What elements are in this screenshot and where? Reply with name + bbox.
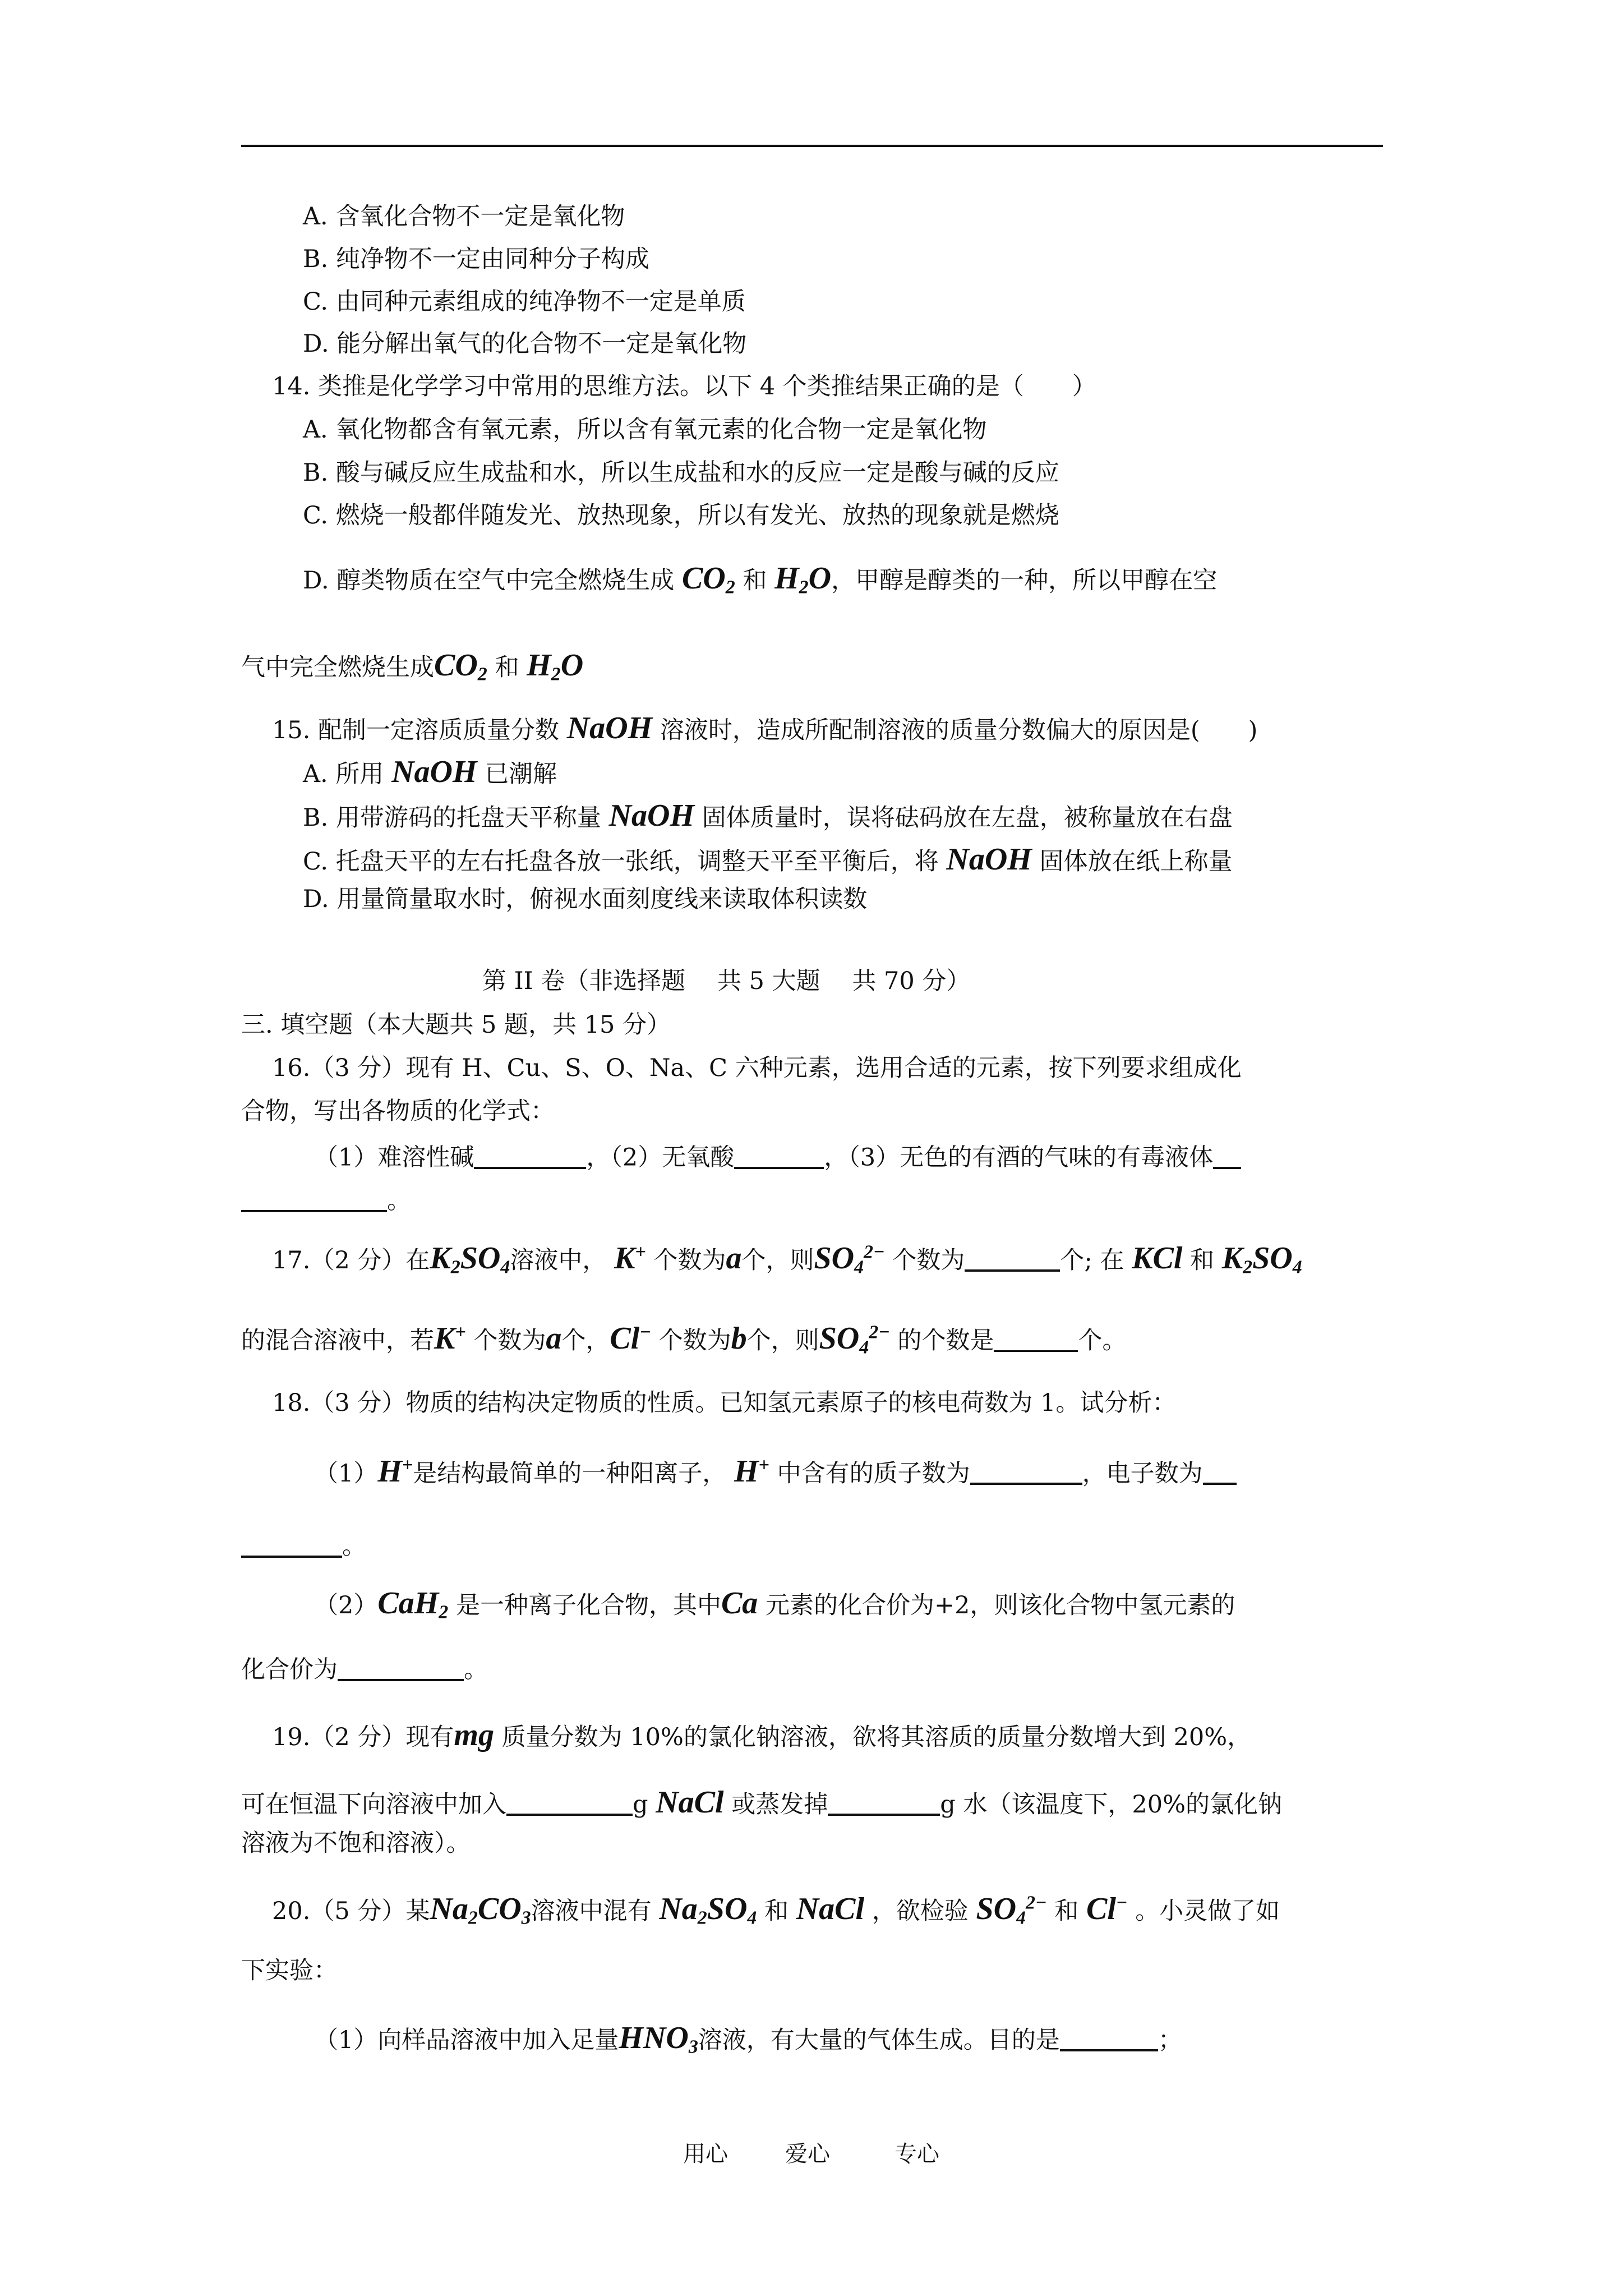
answer-blank[interactable] xyxy=(1213,1143,1241,1169)
formula-sulfate-ion: $SO_4^{2-}$ xyxy=(814,1241,885,1278)
q20-line1: 20.（5 分）某$Na_2CO_3$溶液中混有 $Na_2SO_4$ 和 NaCl ，欲检验 $SO_4^{2-}$ 和 Cl− 。小灵做了如 xyxy=(272,1892,1280,1929)
part-three-heading: 三. 填空题（本大题共 5 题，共 15 分） xyxy=(241,1011,671,1039)
q15-option-d: D. 用量筒量取水时，俯视水面刻度线来读取体积读数 xyxy=(303,885,868,913)
footer-word-1: 用心 xyxy=(683,2141,728,2167)
formula-h-ion: H+ xyxy=(734,1454,769,1489)
variable-a: a xyxy=(546,1321,562,1356)
formula-chloride-ion: Cl− xyxy=(610,1321,651,1356)
q14-option-d: D. 醇类物质在空气中完全燃烧生成 $CO_2$ 和 $H_2O$，甲醇是醇类的一种，所以甲醇在空 xyxy=(303,561,1218,598)
formula-naoh: NaOH xyxy=(391,754,477,789)
variable-b: b xyxy=(731,1321,747,1356)
q19-line2: 可在恒温下向溶液中加入 g NaCl 或蒸发掉 g 水（该温度下，20%的氯化钠 xyxy=(241,1785,1283,1820)
formula-k2so4: $K_2SO_4$ xyxy=(1221,1241,1302,1278)
q13-option-d: D. 能分解出氧气的化合物不一定是氧化物 xyxy=(303,330,747,358)
variable-a: a xyxy=(726,1241,742,1276)
q13-option-a: A. 含氧化合物不一定是氧化物 xyxy=(303,203,625,231)
answer-blank[interactable] xyxy=(734,1143,824,1169)
footer-word-2: 爱心 xyxy=(785,2141,830,2167)
q18-part2-end: 化合价为 。 xyxy=(241,1655,488,1684)
q15-option-c: C. 托盘天平的左右托盘各放一张纸，调整天平至平衡后，将 NaOH 固体放在纸上称量 xyxy=(303,842,1233,877)
formula-naoh: NaOH xyxy=(946,842,1032,877)
q16-line2: 合物，写出各物质的化学式： xyxy=(241,1097,555,1125)
answer-blank[interactable] xyxy=(965,1245,1060,1272)
answer-blank[interactable] xyxy=(1060,2025,1158,2051)
answer-blank[interactable] xyxy=(970,1458,1082,1485)
formula-h-ion: H+ xyxy=(377,1454,413,1489)
footer-word-3: 专心 xyxy=(895,2141,939,2167)
section-title: 第 II 卷（非选择题 共 5 大题 共 70 分） xyxy=(482,967,971,995)
q16-line1: 16.（3 分）现有 H、Cu、S、O、Na、C 六种元素，选用合适的元素，按下列要求组成化 xyxy=(272,1054,1242,1082)
formula-na2so4: $Na_2SO_4$ xyxy=(659,1892,757,1929)
q16-parts: （1）难溶性碱 ，（2）无氧酸 ，（3）无色的有酒的气味的有毒液体 xyxy=(314,1143,1241,1170)
formula-kcl: KCl xyxy=(1132,1241,1183,1276)
q19-line3: 溶液为不饱和溶液）。 xyxy=(241,1829,471,1857)
q16-end: 。 xyxy=(241,1186,411,1213)
formula-na2co3: $Na_2CO_3$ xyxy=(430,1892,531,1929)
formula-ca: Ca xyxy=(721,1586,758,1621)
q15-option-a: A. 所用 NaOH 已潮解 xyxy=(303,754,557,789)
formula-sulfate-ion: $SO_4^{2-}$ xyxy=(819,1321,890,1358)
answer-blank[interactable] xyxy=(506,1789,633,1816)
q14-stem: 14. 类推是化学学习中常用的思维方法。以下 4 个类推结果正确的是（ ） xyxy=(272,372,1096,401)
header-rule xyxy=(241,145,1383,147)
formula-hno3: $HNO_3$ xyxy=(619,2021,698,2058)
formula-naoh: NaOH xyxy=(608,798,695,833)
formula-h2o: $H_2O$ xyxy=(527,648,584,685)
answer-blank[interactable] xyxy=(338,1655,464,1681)
formula-nacl: NaCl xyxy=(656,1785,724,1820)
formula-k2so4: $K_2SO_4$ xyxy=(430,1241,510,1278)
answer-blank[interactable] xyxy=(828,1789,940,1816)
q14-option-c: C. 燃烧一般都伴随发光、放热现象，所以有发光、放热的现象就是燃烧 xyxy=(303,501,1059,530)
formula-cah2: CaH$_2$ xyxy=(377,1586,449,1623)
q20-part1: （1）向样品溶液中加入足量$HNO_3$溶液，有大量的气体生成。目的是 ； xyxy=(314,2021,1182,2058)
formula-nacl: NaCl xyxy=(796,1892,865,1926)
formula-h2o: $H_2O$ xyxy=(774,561,832,598)
q18-line1: 18.（3 分）物质的结构决定物质的性质。已知氢元素原子的核电荷数为 1。试分析： xyxy=(272,1389,1177,1417)
answer-blank[interactable] xyxy=(241,1531,342,1558)
q14-option-d-continued: 气中完全燃烧生成$CO_2$ 和 $H_2O$ xyxy=(241,648,584,685)
q15-option-b: B. 用带游码的托盘天平称量 NaOH 固体质量时，误将砝码放在左盘，被称量放在右盘 xyxy=(303,798,1233,833)
q19-line1: 19.（2 分）现有mg 质量分数为 10%的氯化钠溶液，欲将其溶质的质量分数增大到 20%， xyxy=(272,1718,1252,1752)
q17-line1: 17.（2 分）在$K_2SO_4$溶液中， K+ 个数为a个，则$SO_4^{2-}$ 个数为 个; 在 KCl 和 $K_2SO_4$ xyxy=(272,1241,1302,1278)
formula-k-ion: K+ xyxy=(434,1321,466,1356)
q18-part1: （1）H+是结构最简单的一种阳离子， H+ 中含有的质子数为 ，电子数为 xyxy=(314,1456,1237,1487)
formula-chloride-ion: Cl− xyxy=(1086,1892,1128,1926)
formula-co2: $CO_2$ xyxy=(434,648,487,685)
formula-sulfate-ion: $SO_4^{2-}$ xyxy=(976,1892,1047,1929)
q18-part2: （2）CaH$_2$ 是一种离子化合物，其中Ca 元素的化合价为+2，则该化合物中氢元素的 xyxy=(314,1586,1235,1623)
q13-option-c: C. 由同种元素组成的纯净物不一定是单质 xyxy=(303,288,746,316)
formula-co2: $CO_2$ xyxy=(681,561,735,598)
answer-blank[interactable] xyxy=(241,1186,387,1212)
answer-blank[interactable] xyxy=(474,1143,586,1169)
q17-line2: 的混合溶液中，若K+ 个数为a个，Cl− 个数为b个，则$SO_4^{2-}$ 的个数是 个。 xyxy=(241,1321,1127,1358)
q18-part1-end: 。 xyxy=(241,1531,366,1559)
formula-k-ion: K+ xyxy=(614,1241,646,1276)
q15-stem: 15. 配制一定溶质质量分数 NaOH 溶液时，造成所配制溶液的质量分数偏大的原因是( ) xyxy=(272,711,1258,746)
answer-blank[interactable] xyxy=(994,1326,1078,1352)
q14-option-b: B. 酸与碱反应生成盐和水，所以生成盐和水的反应一定是酸与碱的反应 xyxy=(303,459,1059,487)
variable-mg: mg xyxy=(454,1718,494,1752)
formula-naoh: NaOH xyxy=(566,711,653,746)
q13-option-b: B. 纯净物不一定由同种分子构成 xyxy=(303,245,649,273)
q14-option-a: A. 氧化物都含有氧元素，所以含有氧元素的化合物一定是氧化物 xyxy=(303,416,987,444)
q20-line2: 下实验： xyxy=(241,1957,338,1985)
answer-blank[interactable] xyxy=(1203,1458,1237,1485)
